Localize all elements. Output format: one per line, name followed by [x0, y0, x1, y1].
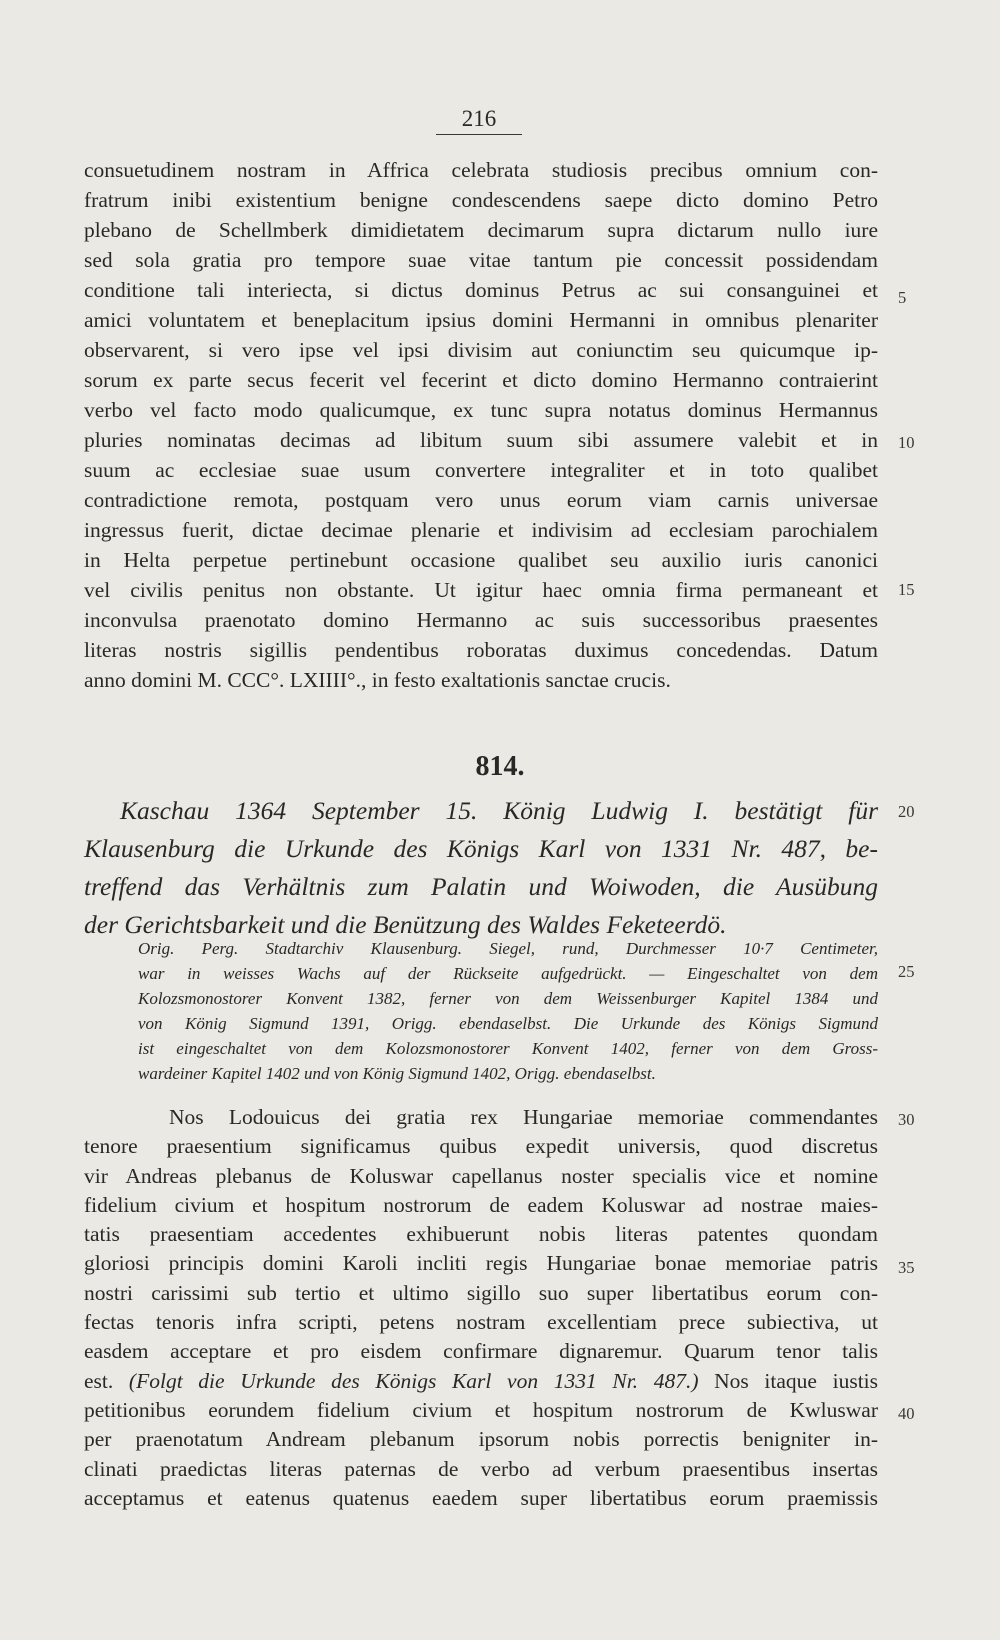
text-line: observarent, si vero ipse vel ipsi divisim aut coniunctim seu quicumque ip- [84, 338, 878, 362]
text-line: consuetudinem nostram in Affrica celebrata studiosis precibus omnium con- [84, 158, 878, 182]
margin-line-number: 25 [898, 962, 915, 981]
text-line: fectas tenoris infra scripti, petens nostram excellentiam prece subiectiva, ut [84, 1310, 878, 1335]
text-line: ingressus fuerit, dictae decimae plenarie et indivisim ad ecclesiam parochialem [84, 518, 878, 542]
text-line: contradictione remota, postquam vero unus eorum viam carnis universae [84, 488, 878, 512]
note-line: von König Sigmund 1391, Origg. ebendaselbst. Die Urkunde des Königs Sigmund [138, 1014, 878, 1033]
text-line: sorum ex parte secus fecerit vel fecerint et dicto domino Hermanno contraierint [84, 368, 878, 392]
text-line: anno domini M. CCC°. LXIIII°., in festo exaltationis sanctae crucis. [84, 668, 671, 692]
margin-line-number: 30 [898, 1110, 915, 1129]
margin-line-number: 15 [898, 580, 915, 599]
text-line: gloriosi principis domini Karoli incliti regis Hungariae bonae memoriae patris [84, 1251, 878, 1276]
text-line: vel civilis penitus non obstante. Ut igitur haec omnia firma permaneant et [84, 578, 878, 602]
text-line: verbo vel facto modo qualicumque, ex tunc supra notatus dominus Hermannus [84, 398, 878, 422]
text-line: Nos Lodouicus dei gratia rex Hungariae memoriae commendantes [169, 1105, 878, 1129]
text-line: plebano de Schellmberk dimidietatem decimarum supra dictarum nullo iure [84, 218, 878, 242]
text-line: petitionibus eorundem fidelium civium et hospitum nostrorum de Kwluswar [84, 1397, 878, 1422]
text-line: vir Andreas plebanus de Koluswar capellanus noster specialis vice et nomine [84, 1163, 878, 1188]
text-line: inconvulsa praenotato domino Hermanno ac suis successoribus praesentes [84, 608, 878, 632]
document-number: 814. [475, 751, 525, 782]
text-line: suum ac ecclesiae suae usum convertere integraliter et in toto qualibet [84, 458, 878, 482]
text-line: amici voluntatem et beneplacitum ipsius domini Hermanni in omnibus plenariter [84, 308, 878, 332]
page-number: 216 [436, 104, 522, 135]
archival-note [138, 936, 878, 1086]
text-fragment: Nos itaque iustis [714, 1368, 879, 1393]
regest-line: Kaschau 1364 September 15. König Ludwig I. bestätigt für [120, 796, 878, 825]
margin-line-number: 20 [898, 802, 915, 821]
text-line: per praenotatum Andream plebanum ipsorum nobis porrectis benigniter in- [84, 1427, 878, 1452]
text-line-mixed [84, 1367, 878, 1396]
text-line: sed sola gratia pro tempore suae vitae tantum pie concessit possidendam [84, 248, 878, 272]
margin-line-number: 10 [898, 433, 915, 452]
text-fragment: est. [84, 1368, 114, 1393]
regest-line: Klausenburg die Urkunde des Königs Karl von 1331 Nr. 487, be- [84, 834, 878, 863]
note-line: war in weisses Wachs auf der Rückseite aufgedrückt. — Eingeschaltet von dem [138, 964, 878, 983]
text-line: pluries nominatas decimas ad libitum suum sibi assumere valebit et in [84, 428, 878, 452]
note-line: wardeiner Kapitel 1402 und von König Sigmund 1402, Origg. ebendaselbst. [138, 1064, 656, 1083]
note-line: ist eingeschaltet von dem Kolozsmonostorer Konvent 1402, ferner von dem Gross- [138, 1039, 878, 1058]
regest [84, 792, 878, 944]
text-line: nostri carissimi sub tertio et ultimo sigillo suo super libertatibus eorum con- [84, 1280, 878, 1305]
text-line: easdem acceptare et pro eisdem confirmare dignaremur. Quarum tenor talis [84, 1339, 878, 1364]
text-line: fidelium civium et hospitum nostrorum de eadem Koluswar ad nostrae maies- [84, 1192, 878, 1217]
editorial-insert: (Folgt die Urkunde des Königs Karl von 1331 Nr. 487.) [128, 1368, 699, 1393]
note-line: Orig. Perg. Stadtarchiv Klausenburg. Siegel, rund, Durchmesser 10·7 Centimeter, [138, 939, 878, 958]
body-text-top [84, 155, 878, 695]
margin-line-number: 40 [898, 1404, 915, 1423]
regest-line: treffend das Verhältnis zum Palatin und Woiwoden, die Ausübung [84, 872, 878, 901]
text-line: conditione tali interiecta, si dictus dominus Petrus ac sui consanguinei et [84, 278, 878, 302]
text-line: literas nostris sigillis pendentibus roboratas duximus concedendas. Datum [84, 638, 878, 662]
regest-line: der Gerichtsbarkeit und die Benützung des Waldes Feketeerdö. [84, 910, 727, 939]
text-line: fratrum inibi existentium benigne condescendens saepe dicto domino Petro [84, 188, 878, 212]
text-line: tenore praesentium significamus quibus expedit universis, quod discretus [84, 1134, 878, 1159]
text-line: in Helta perpetue pertinebunt occasione qualibet seu auxilio iuris canonici [84, 548, 878, 572]
text-line: tatis praesentiam accedentes exhibuerunt nobis literas patentes quondam [84, 1222, 878, 1247]
margin-line-number: 35 [898, 1258, 915, 1277]
text-line: clinati praedictas literas paternas de verbo ad verbum praesentibus insertas [84, 1456, 878, 1481]
text-line: acceptamus et eatenus quatenus eaedem super libertatibus eorum praemissis [84, 1485, 878, 1510]
body-text-bottom [84, 1103, 878, 1513]
margin-line-number: 5 [898, 288, 907, 307]
note-line: Kolozsmonostorer Konvent 1382, ferner von dem Weissenburger Kapitel 1384 und [138, 989, 878, 1008]
